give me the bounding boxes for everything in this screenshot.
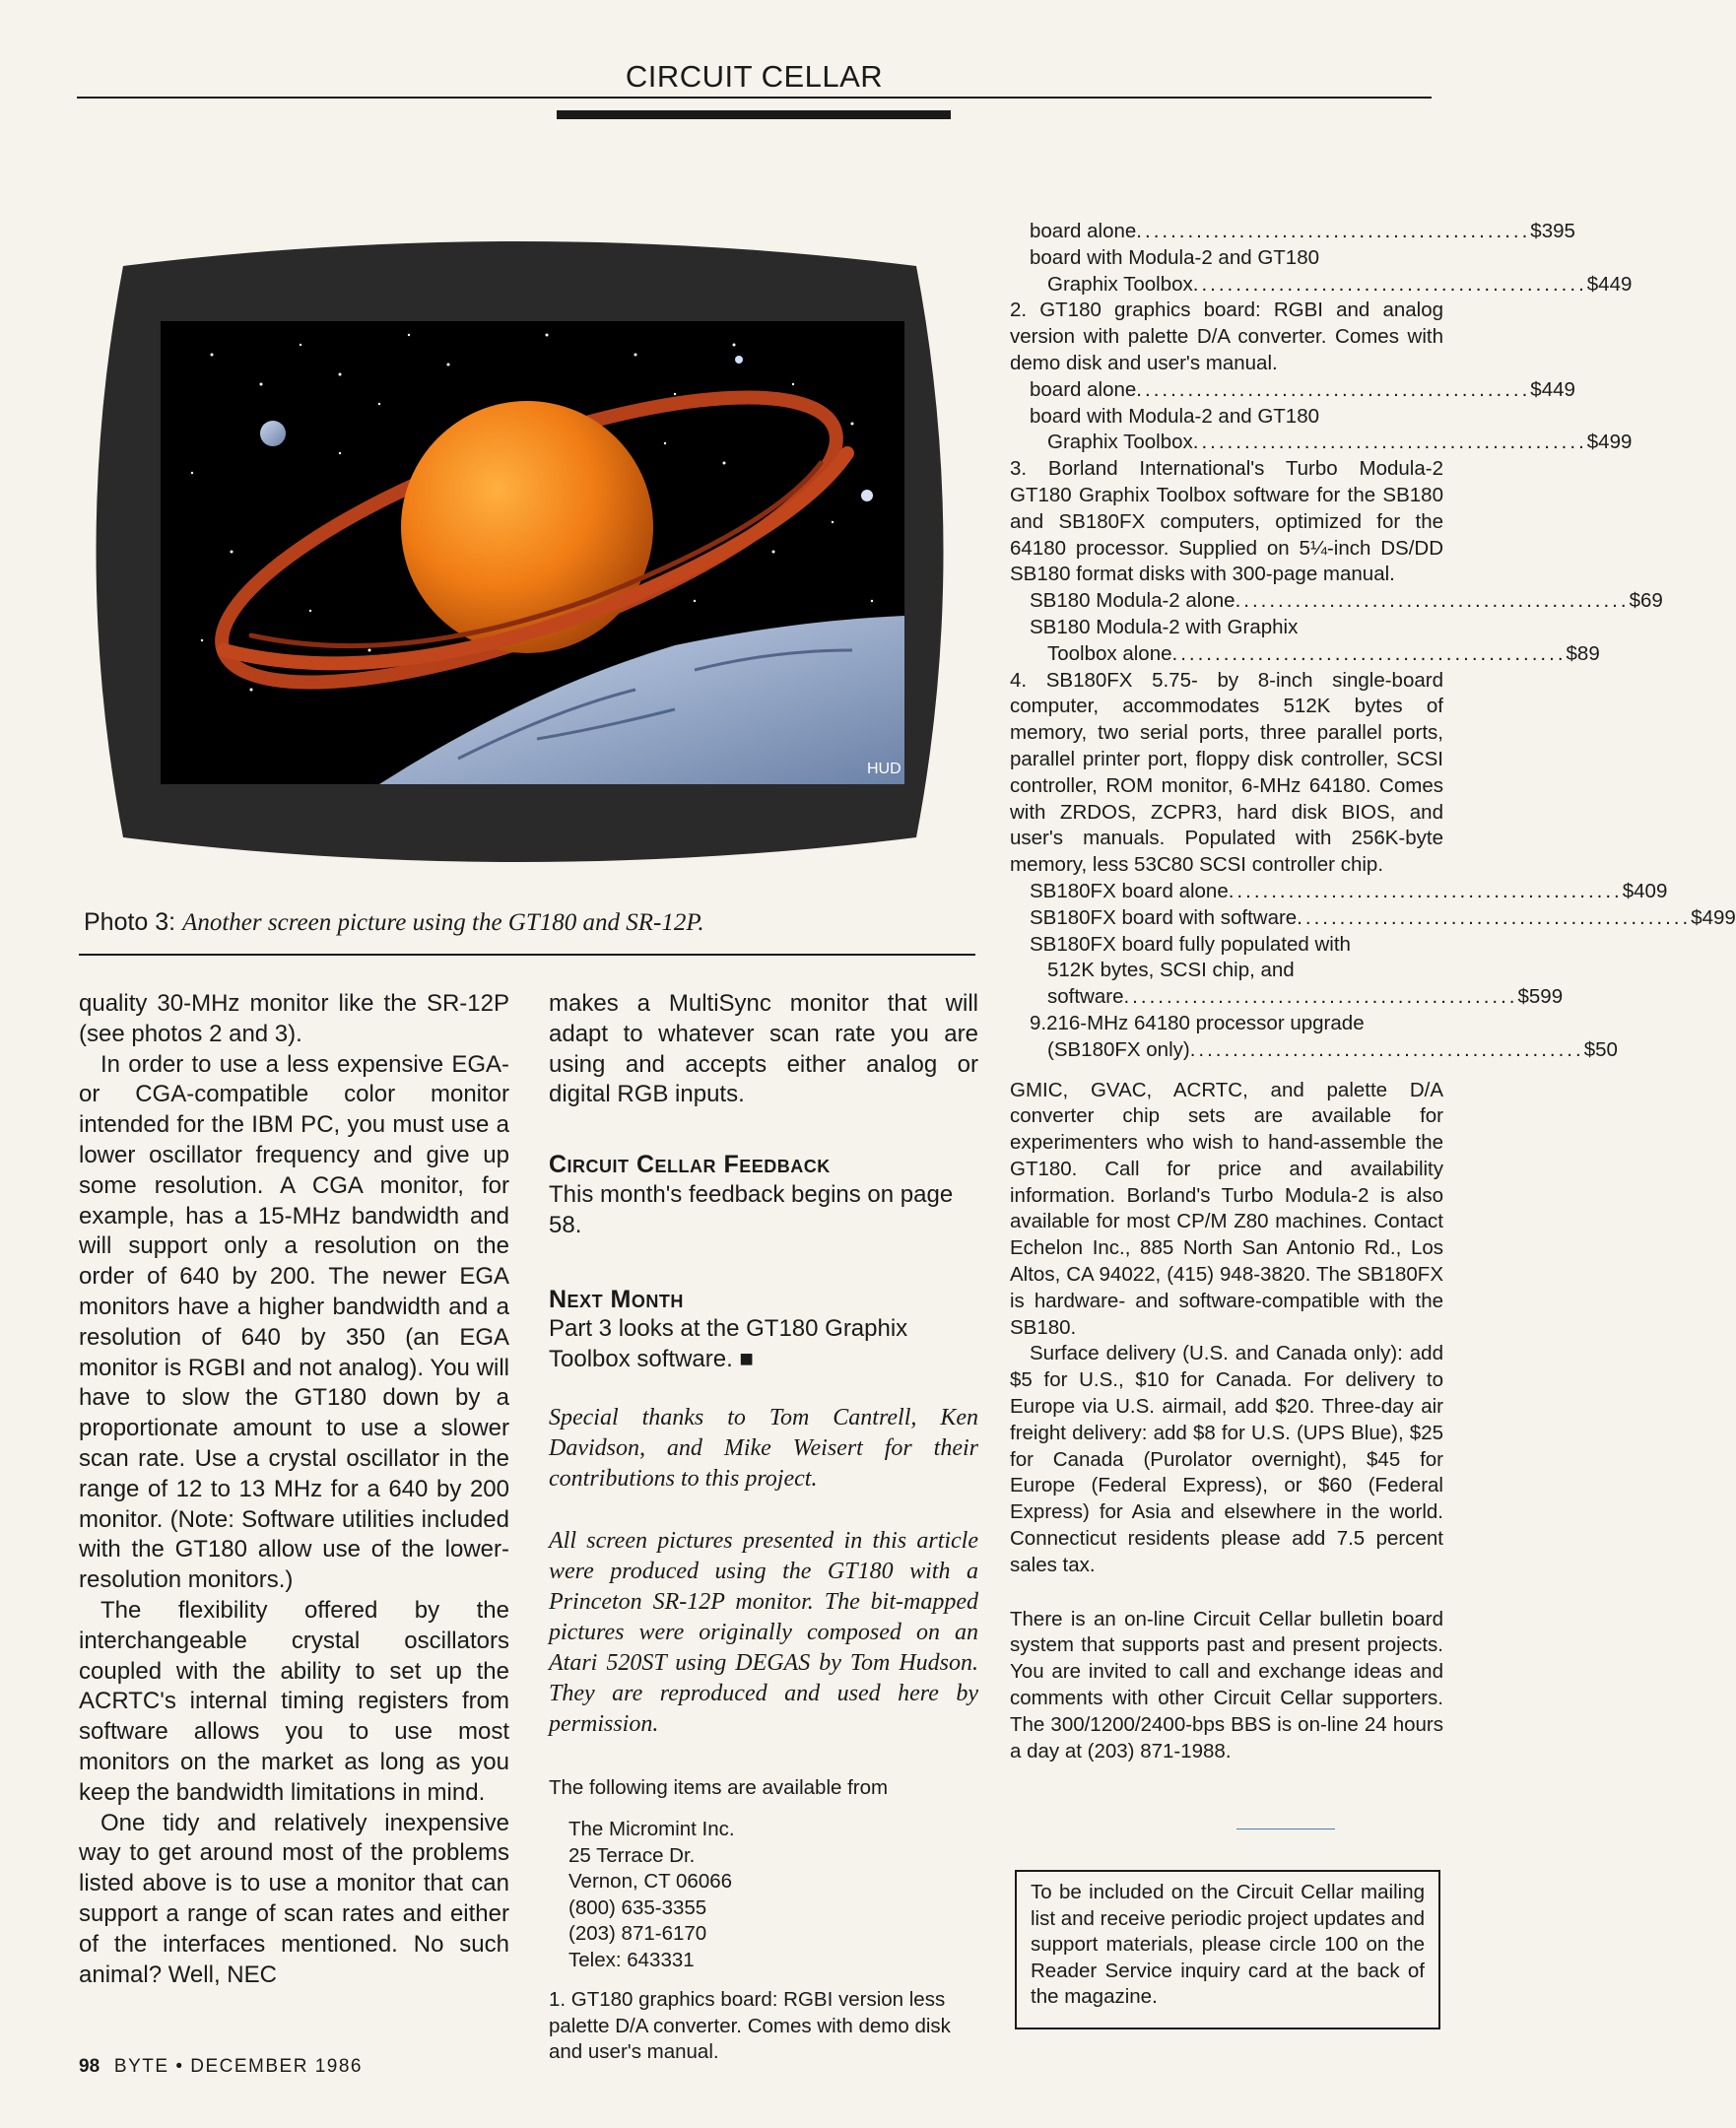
delivery-paragraph: Surface delivery (U.S. and Canada only): add $5 for U.S., $10 for Canada. For delivery to Europe via U.S. airmail, add $20. Three-day air freight delivery: add $8 for U.S. (UPS Blue), $25 for Canada (Purolator overnight), $45 for Europe (Federal Express), or $60 (Federal Express) for Asia and elsewhere in the world. Connecticut residents please add 7.5 percent sales tax.	[1010, 1342, 1443, 1576]
price-line: board alone .............................................. $449	[1030, 377, 1575, 401]
page-number: 98	[79, 2056, 100, 2077]
photo-saturn-screen	[84, 227, 956, 877]
screens-note: All screen pictures presented in this article were produced using the GT180 with a Princeton SR-12P monitor. The bit-mapped pictures were originally composed on an Atari 520ST using DEGAS by Tom Hudson. They are reproduced and used here by permission.	[549, 1527, 978, 1737]
header-bar	[557, 110, 951, 119]
moon-small-left	[260, 421, 286, 446]
bbs-paragraph: There is an on-line Circuit Cellar bulletin board system that supports past and present projects. You are invited to call and exchange ideas and comments with other Circuit Cellar supporters. The 300/1200/2400-bps BBS is on-line 24 hours a day at (203) 871-1988.	[1010, 1607, 1443, 1762]
header-rule	[77, 97, 1432, 99]
moon-small-right	[861, 490, 873, 501]
price-line: (SB180FX only) .............................................. $50	[1047, 1037, 1618, 1061]
price-line: board with Modula-2 and GT180	[1030, 404, 1320, 428]
item-2: 2. GT180 graphics board: RGBI and analog version with palette D/A converter. Comes with demo disk and user's manual.	[1010, 299, 1443, 374]
availability-intro: The following items are available from	[549, 1775, 889, 1799]
price-line: SB180 Modula-2 alone .............................................. $69	[1030, 589, 1663, 613]
price-line: board with Modula-2 and GT180	[1030, 245, 1320, 269]
mailing-list-box: To be included on the Circuit Cellar mailing list and receive periodic project updates and support materials, please circle 100 on the Reader Service inquiry card at the back of the magazine.	[1015, 1870, 1440, 2029]
item-1: 1. GT180 graphics board: RGBI version less palette D/A converter. Comes with demo disk and user's manual.	[549, 1988, 951, 2064]
planet	[401, 401, 653, 653]
price-line: SB180FX board with software .............................................. $499	[1030, 905, 1736, 929]
page-header	[77, 57, 1432, 121]
address-line: The Micromint Inc.	[568, 1818, 735, 1841]
paragraph: In order to use a less expensive EGA- or CGA-compatible color monitor intended for the IBM PC, you must use a lower oscillator frequency and give up some resolution. A CGA monitor, for example, has a 15-MHz bandwidth and will support only a resolution on the order of 640 by 200. The newer EGA monitors have a higher bandwidth and a resolution of 640 by 350 (an EGA monitor is RGBI and not analog). You will have to slow the GT180 down by a proportionate amount to use a slower scan rate. Use a crystal oscillator in the range of 12 to 13 MHz for a 640 by 200 monitor. (Note: Software utilities included with the GT180 allow use of the lower-resolution monitors.)	[79, 1050, 509, 1594]
price-line: software .............................................. $599	[1047, 985, 1564, 1009]
heading-feedback: Circuit Cellar Feedback	[549, 1151, 831, 1179]
price-line: Graphix Toolbox .............................................. $499	[1047, 431, 1633, 454]
address-line: (203) 871-6170	[568, 1922, 707, 1946]
price-line: board alone .............................................. $395	[1030, 220, 1575, 242]
price-line: SB180FX board fully populated with	[1030, 932, 1351, 956]
caption-rule	[79, 954, 975, 956]
paragraph: quality 30-MHz monitor like the SR-12P (see photos 2 and 3).	[79, 990, 509, 1047]
chip-sets-paragraph: GMIC, GVAC, ACRTC, and palette D/A converter chip sets are available for experimenters who wish to hand-assemble the GT180. Call for price and availability information. Borland's Turbo Modula-2 is also available for most CP/M Z80 machines. Contact Echelon Inc., 885 North San Antonio Rd., Los Altos, CA 94022, (415) 948-3820. The SB180FX is hardware- and software-compatible with the SB180.	[1010, 1078, 1443, 1339]
address-line: Telex: 643331	[568, 1948, 695, 1971]
publication-info: BYTE • DECEMBER 1986	[113, 2056, 363, 2077]
column-1	[79, 989, 509, 1990]
photo-credit: HUD	[867, 761, 901, 777]
column-3	[1010, 219, 1736, 1764]
item-4: 4. SB180FX 5.75- by 8-inch single-board computer, accommodates 512K bytes of memory, two serial ports, three parallel ports, parallel printer port, floppy disk controller, SCSI controller, ROM monitor, 6-MHz 64180. Comes with ZRDOS, ZCPR3, hard disk BIOS, and user's manuals. Populated with 256K-byte memory, less 53C80 SCSI controller chip.	[1010, 668, 1443, 877]
paragraph: This month's feedback begins on page 58.	[549, 1180, 954, 1238]
price-line: 9.216-MHz 64180 processor upgrade	[1030, 1011, 1365, 1034]
section-title: CIRCUIT CELLAR	[625, 59, 884, 94]
heading-next-month: Next Month	[549, 1285, 684, 1313]
paragraph: The flexibility offered by the interchangeable crystal oscillators coupled with the ability to set up the ACRTC's internal timing registers from software allows you to use most monitors on the market as long as you keep the bandwidth limitations in mind.	[79, 1596, 509, 1806]
paragraph: One tidy and relatively inexpensive way to get around most of the problems listed above is to use a monitor that can support a range of scan rates and either of the interfaces mentioned. No such animal? Well, NEC	[79, 1809, 509, 1988]
price-line: SB180FX board alone .............................................. $409	[1030, 879, 1668, 902]
price-line: 512K bytes, SCSI chip, and	[1047, 959, 1295, 982]
caption-label: Photo 3:	[84, 908, 176, 936]
address-line: (800) 635-3355	[568, 1895, 707, 1919]
page-footer	[79, 2056, 363, 2078]
paragraph: Part 3 looks at the GT180 Graphix Toolbox software. ■	[549, 1315, 908, 1373]
photo-caption	[84, 908, 975, 937]
acknowledgment: Special thanks to Tom Cantrell, Ken Davidson, and Mike Weisert for their contributions to this project.	[549, 1404, 978, 1492]
price-line: SB180 Modula-2 with Graphix	[1030, 615, 1299, 638]
paragraph: makes a MultiSync monitor that will adapt to whatever scan rate you are using and accepts either analog or digital RGB inputs.	[549, 990, 978, 1108]
price-line: Toolbox alone .............................................. $89	[1047, 641, 1600, 665]
price-line: Graphix Toolbox .............................................. $449	[1047, 272, 1633, 296]
caption-text: Another screen picture using the GT180 and SR-12P.	[182, 909, 704, 936]
address-line: 25 Terrace Dr.	[568, 1843, 696, 1867]
address-block	[549, 1817, 978, 1973]
star-bright	[735, 356, 743, 364]
address-line: Vernon, CT 06066	[568, 1870, 733, 1894]
item-3: 3. Borland International's Turbo Modula-2 GT180 Graphix Toolbox software for the SB180 and SB180FX computers, optimized for the 64180 processor. Supplied on 5¼-inch DS/DD SB180 format disks with 300-page manual.	[1010, 457, 1443, 586]
column-2	[549, 989, 978, 2066]
